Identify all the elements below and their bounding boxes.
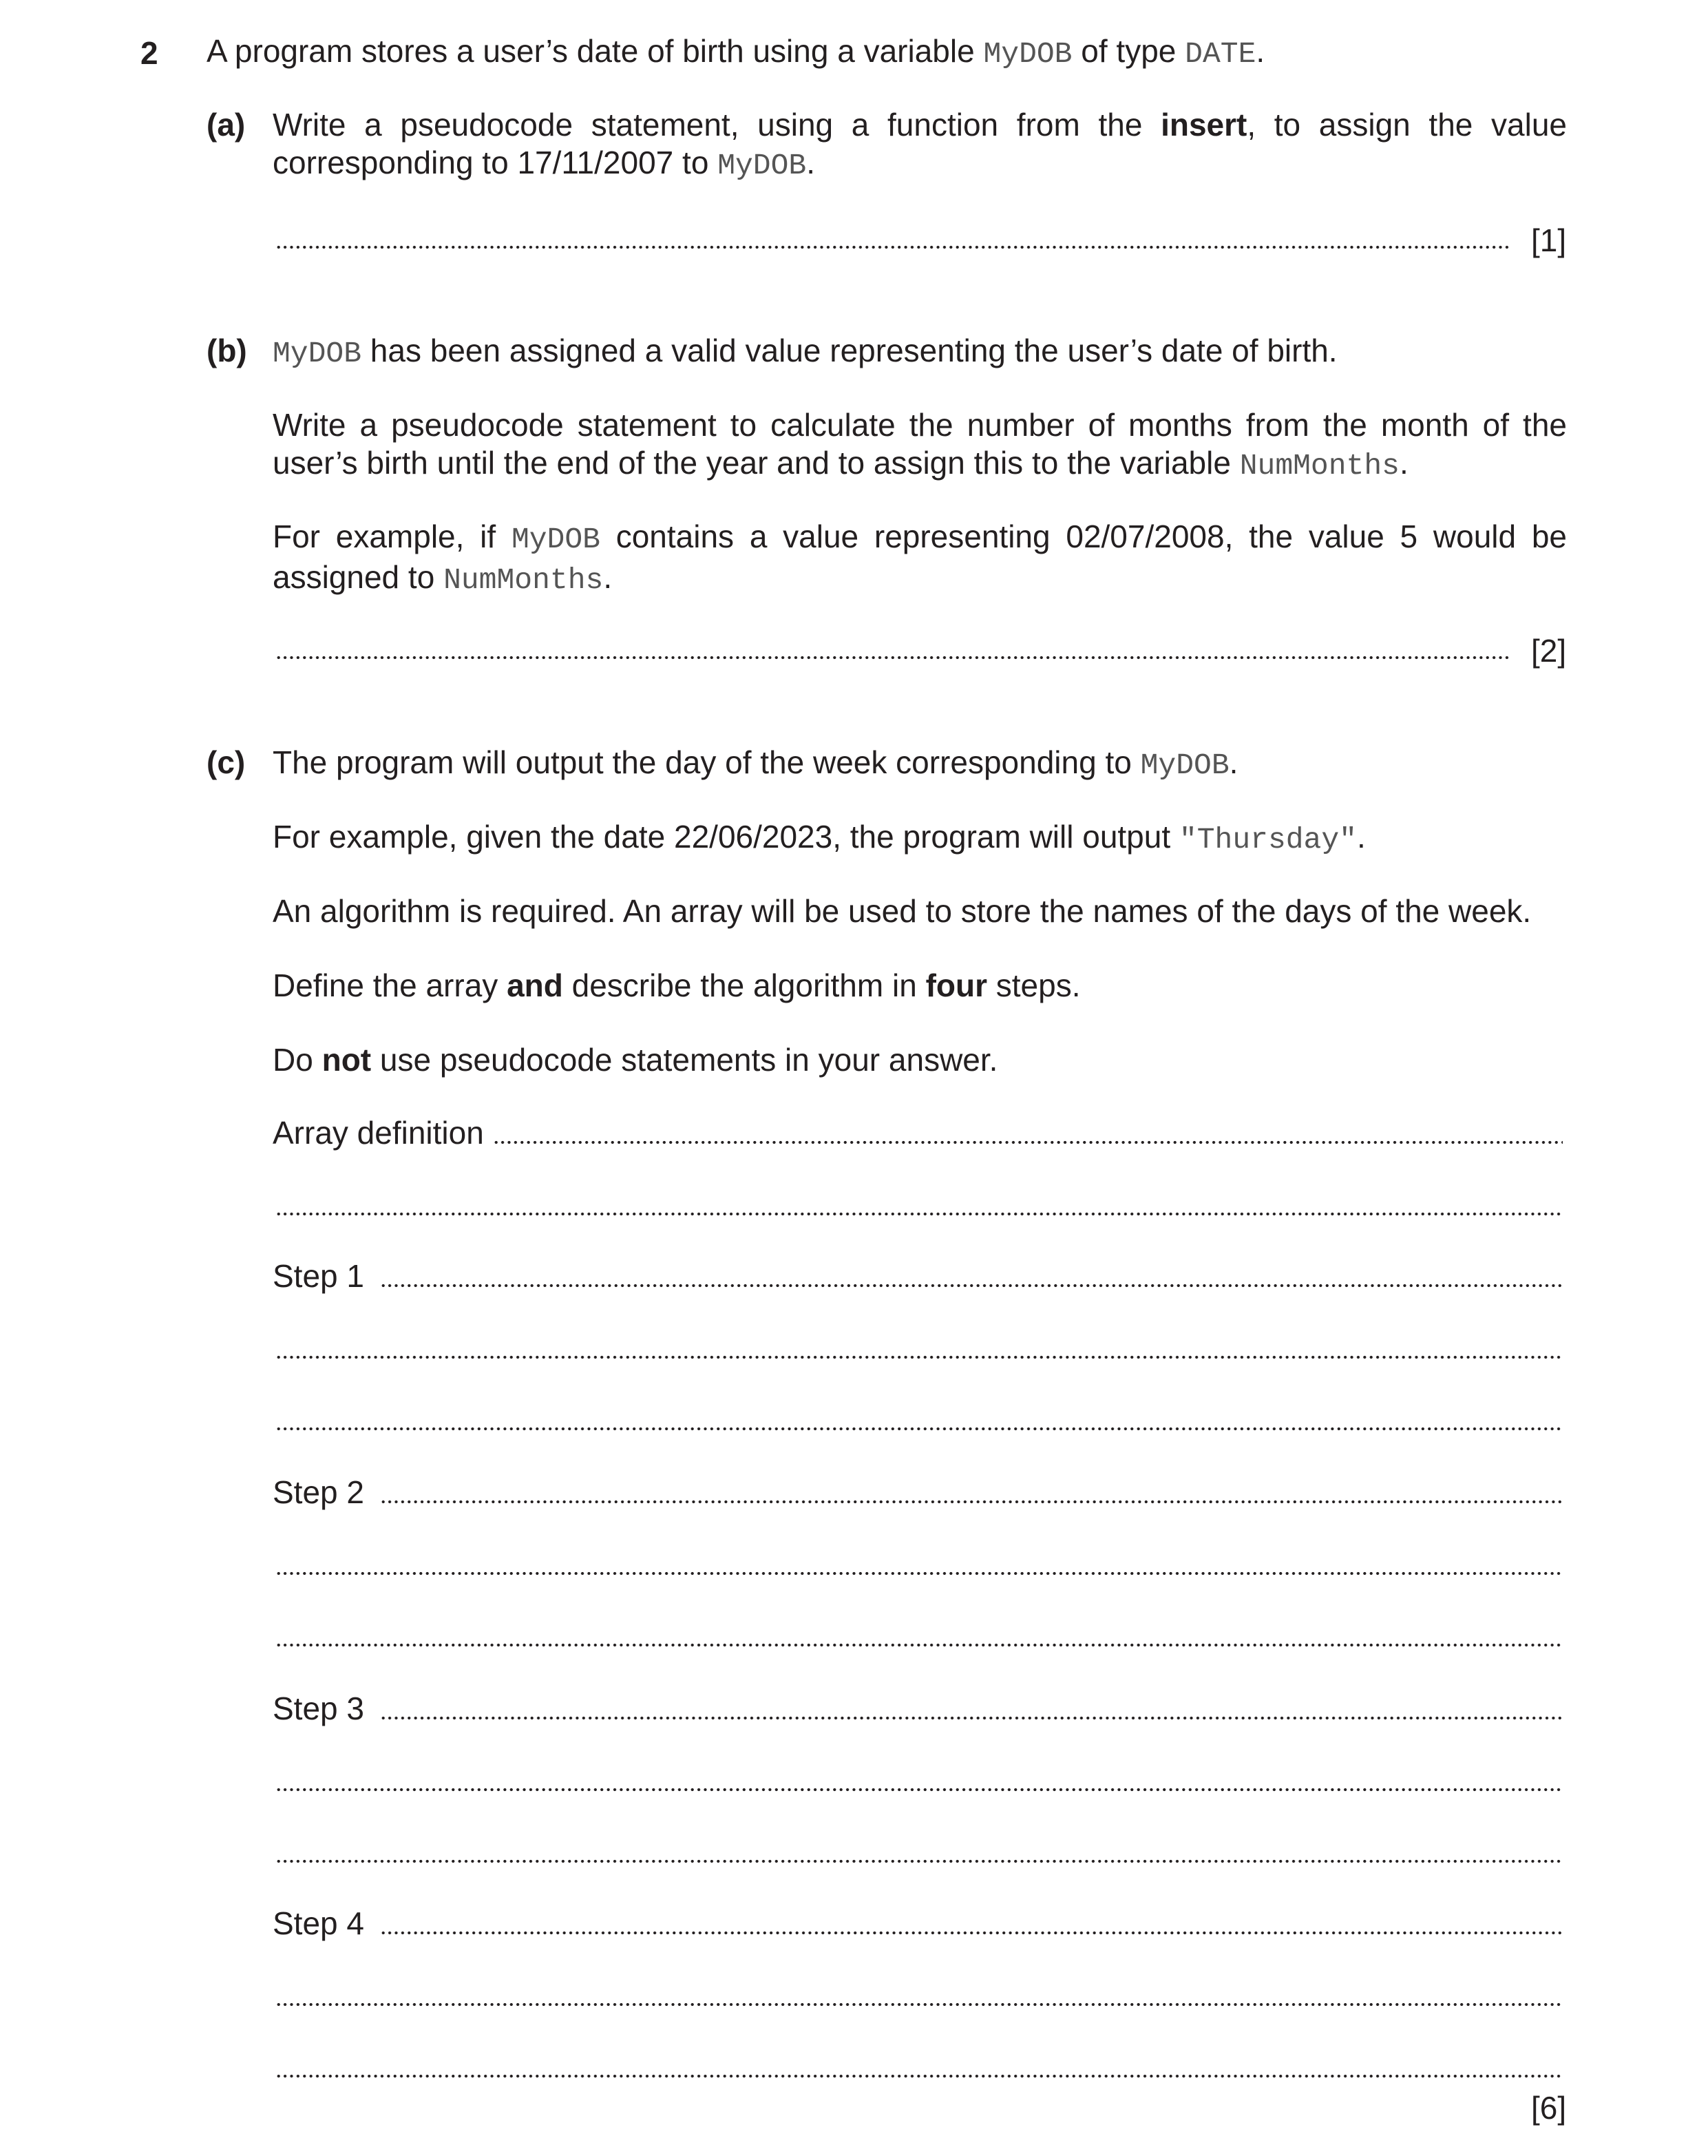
question-intro: A program stores a user’s date of birth using a variable MyDOB of type DATE. bbox=[207, 33, 1265, 71]
answer-line-b[interactable] bbox=[275, 656, 1509, 660]
part-c-para-1: The program will output the day of the week corresponding to MyDOB. bbox=[273, 744, 1238, 782]
marks-b: [2] bbox=[1531, 633, 1567, 669]
answer-line-step-1-3[interactable] bbox=[275, 1427, 1563, 1431]
answer-line-step-4-1[interactable] bbox=[380, 1931, 1563, 1935]
marks-a: [1] bbox=[1531, 222, 1567, 258]
part-c-para-2: For example, given the date 22/06/2023, the program will output "Thursday". bbox=[273, 819, 1366, 857]
part-c-para-5: Do not use pseudocode statements in your answer. bbox=[273, 1042, 998, 1078]
question-number: 2 bbox=[140, 35, 158, 71]
answer-line-step-4-2[interactable] bbox=[275, 2002, 1563, 2007]
part-b-para-2: Write a pseudocode statement to calculate the number of months from the month of the user’s birth until the end of the year and to assign this to the variable NumMonths. bbox=[273, 407, 1567, 483]
part-a-label: (a) bbox=[207, 107, 246, 143]
part-b-para-3: For example, if MyDOB contains a value representing 02/07/2008, the value 5 would be assigned to NumMonths. bbox=[273, 519, 1568, 597]
marks-c: [6] bbox=[1531, 2090, 1567, 2126]
part-b-label: (b) bbox=[207, 333, 247, 368]
answer-line-step-1-2[interactable] bbox=[275, 1355, 1563, 1359]
answer-line-step-1-1[interactable] bbox=[380, 1284, 1563, 1288]
step-3-label: Step 3 bbox=[273, 1691, 364, 1726]
part-a-line-2: corresponding to 17/11/2007 to MyDOB. bbox=[273, 145, 815, 182]
step-4-label: Step 4 bbox=[273, 1905, 364, 1941]
part-b-para-1: MyDOB has been assigned a valid value representing the user’s date of birth. bbox=[273, 333, 1338, 370]
answer-line-a[interactable] bbox=[275, 245, 1509, 249]
answer-line-step-2-1[interactable] bbox=[380, 1500, 1563, 1504]
step-2-label: Step 2 bbox=[273, 1474, 364, 1510]
answer-line-step-3-3[interactable] bbox=[275, 1859, 1563, 1863]
step-1-label: Step 1 bbox=[273, 1258, 364, 1294]
part-a-prompt bbox=[273, 106, 1567, 185]
answer-line-step-3-1[interactable] bbox=[380, 1716, 1563, 1720]
answer-line-step-3-2[interactable] bbox=[275, 1788, 1563, 1792]
part-c-para-3: An algorithm is required. An array will be used to store the names of the days of the week. bbox=[273, 893, 1532, 929]
answer-line-step-4-3[interactable] bbox=[275, 2074, 1563, 2078]
answer-line-array-2[interactable] bbox=[275, 1212, 1563, 1216]
array-definition-label: Array definition bbox=[273, 1115, 484, 1151]
part-c-para-4: Define the array and describe the algorithm in four steps. bbox=[273, 967, 1081, 1003]
answer-line-array-1[interactable] bbox=[493, 1140, 1563, 1144]
part-a-line-1: Write a pseudocode statement, using a function from the insert, to assign the value bbox=[273, 107, 1567, 143]
answer-line-step-2-2[interactable] bbox=[275, 1571, 1563, 1576]
part-c-label: (c) bbox=[207, 744, 246, 780]
answer-line-step-2-3[interactable] bbox=[275, 1643, 1563, 1647]
